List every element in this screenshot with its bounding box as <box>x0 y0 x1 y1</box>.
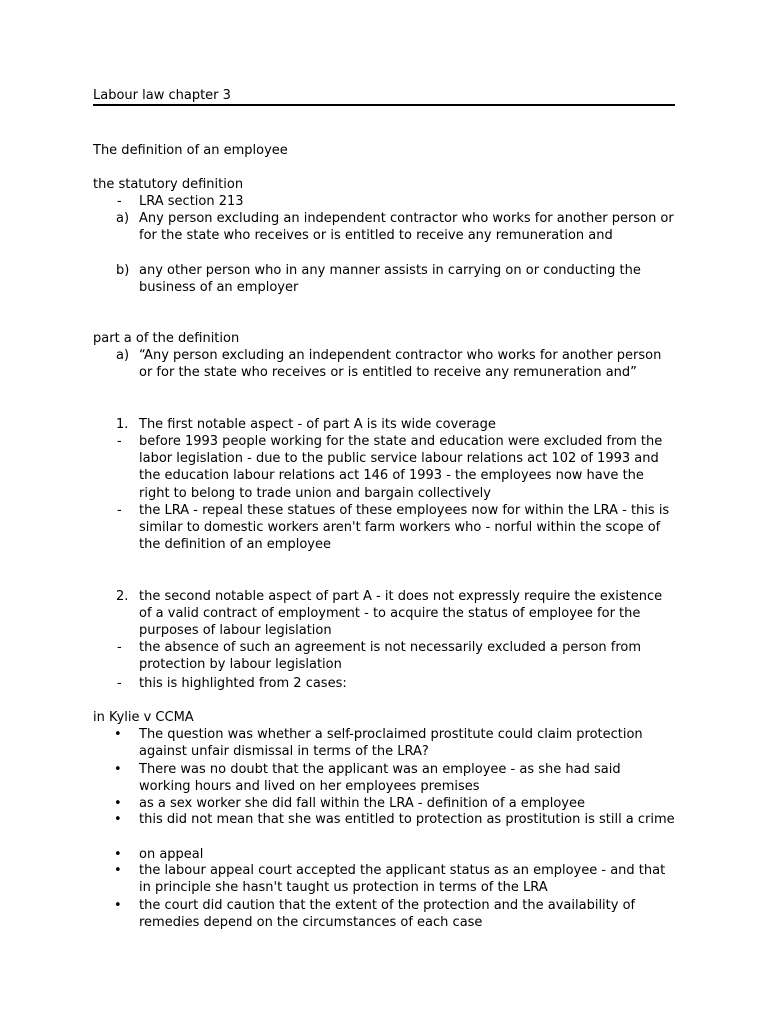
list-item-text: this did not mean that she was entitled to protection as prostitution is still a crime <box>139 812 675 827</box>
list-marker: - <box>117 503 122 518</box>
statutory-item <box>93 262 675 296</box>
list-item-text: the second notable aspect of part A - it does not expressly require the existence of a valid contract of employment - to acquire the status of employee for the purposes of labour legislation <box>139 589 663 639</box>
list-marker: - <box>117 640 122 655</box>
aspect-item <box>93 433 675 502</box>
bullet-marker: • <box>114 863 122 878</box>
bullet-marker: • <box>114 796 122 811</box>
bullet-marker: • <box>114 812 122 827</box>
bullet-marker: • <box>114 762 122 777</box>
statutory-item <box>93 210 675 244</box>
list-item-text: LRA section 213 <box>139 194 244 209</box>
aspect-item <box>93 588 675 640</box>
bullet-marker: • <box>114 898 122 913</box>
case-title: in Kylie v CCMA <box>93 710 194 725</box>
list-marker: a) <box>116 211 130 226</box>
case-bullet <box>93 726 675 760</box>
part-a-quote <box>93 347 675 381</box>
statutory-item <box>93 193 675 210</box>
list-item-text: “Any person excluding an independent contractor who works for another person or for the state who receives or is entitled to receive any remuneration and” <box>139 348 662 381</box>
list-marker: - <box>117 676 122 691</box>
list-marker: b) <box>116 263 130 278</box>
list-item-text: the absence of such an agreement is not necessarily excluded a person from protection by labour legislation <box>139 640 642 673</box>
list-item-text: any other person who in any manner assists in carrying on or conducting the business of an employer <box>139 263 641 296</box>
list-item-text: Any person excluding an independent contractor who works for another person or for the state who receives or is entitled to receive any remuneration and <box>139 211 674 244</box>
aspect-item <box>93 675 675 692</box>
case-bullet <box>93 862 675 896</box>
part-a-title: part a of the definition <box>93 331 240 346</box>
list-marker: 2. <box>116 589 129 604</box>
case-bullet <box>93 897 675 931</box>
list-marker: - <box>117 194 122 209</box>
list-item-text: The first notable aspect - of part A is its wide coverage <box>139 417 496 432</box>
list-marker: - <box>117 434 122 449</box>
list-item-text: the LRA - repeal these statues of these employees now for within the LRA - this is similar to domestic workers aren't farm workers who - norful within the scope of the definition of an employee <box>139 503 670 553</box>
list-item-text: There was no doubt that the applicant was an employee - as she had said working hours and lived on her employees premises <box>139 762 621 795</box>
case-bullet <box>93 811 675 828</box>
aspect-item <box>93 416 675 433</box>
header-title: Labour law chapter 3 <box>93 88 231 103</box>
list-item-text: as a sex worker she did fall within the LRA - definition of a employee <box>139 796 585 811</box>
list-item-text: The question was whether a self-proclaimed prostitute could claim protection against unfair dismissal in terms of the LRA? <box>139 727 643 760</box>
case-bullet <box>93 846 675 863</box>
case-bullet <box>93 761 675 795</box>
list-item-text: before 1993 people working for the state and education were excluded from the labor legislation - due to the public service labour relations act 102 of 1993 and the education labour relations act 146 of 1993 - the employees now have the right to belong to trade union and bargain collectively <box>139 434 663 501</box>
list-item-text: this is highlighted from 2 cases: <box>139 676 347 691</box>
list-item-text: the labour appeal court accepted the applicant status as an employee - and that in principle she hasn't taught us protection in terms of the LRA <box>139 863 666 896</box>
section-heading: The definition of an employee <box>93 143 288 158</box>
aspect-item <box>93 502 675 554</box>
page-header <box>93 86 675 106</box>
list-item-text: the court did caution that the extent of the protection and the availability of remedies depend on the circumstances of each case <box>139 898 636 931</box>
bullet-marker: • <box>114 727 122 742</box>
list-marker: 1. <box>116 417 129 432</box>
list-item-text: on appeal <box>139 847 204 862</box>
case-bullet <box>93 795 675 812</box>
statutory-title: the statutory definition <box>93 177 244 192</box>
list-marker: a) <box>116 348 130 363</box>
aspect-item <box>93 639 675 673</box>
bullet-marker: • <box>114 847 122 862</box>
